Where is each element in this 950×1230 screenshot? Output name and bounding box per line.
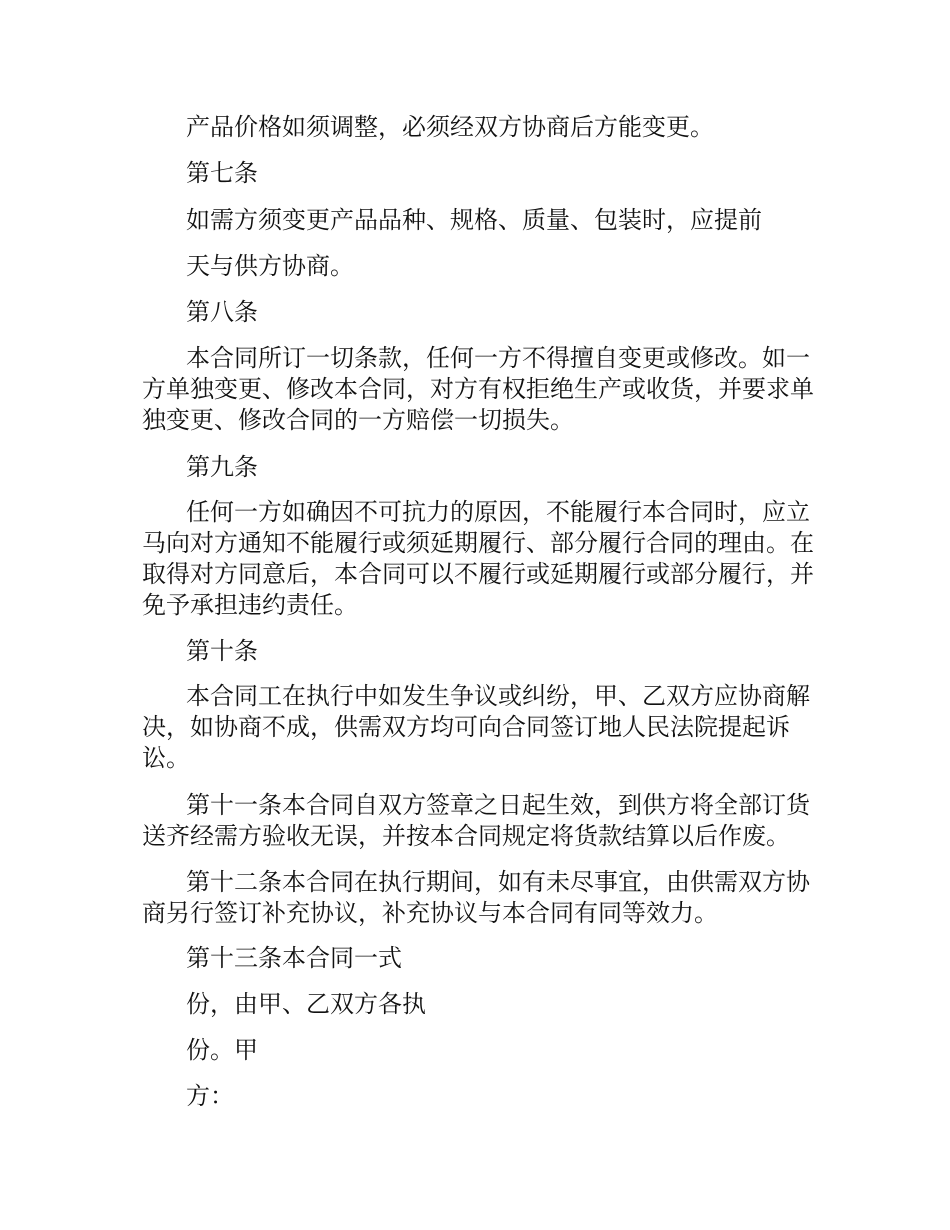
paragraph-article-13-line2: 份，由甲、乙双方各执 — [186, 990, 426, 1018]
article-10-heading: 第十条 — [186, 637, 258, 665]
paragraph-article-9: 任何一方如确因不可抗力的原因，不能履行本合同时，应立马向对方通知不能履行或须延期履行、部分履行合同的理由。在取得对方同意后，本合同可以不履行或延期履行或部分履行，并免予承担违约责任。 — [142, 498, 814, 619]
article-7-heading: 第七条 — [186, 159, 258, 187]
paragraph-article-7-line1: 如需方须变更产品品种、规格、质量、包装时，应提前 — [186, 206, 762, 234]
paragraph-article-8: 本合同所订一切条款，任何一方不得擅自变更或修改。如一方单独变更、修改本合同，对方有权拒绝生产或收货，并要求单独变更、修改合同的一方赔偿一切损失。 — [142, 344, 814, 434]
paragraph-price-adjustment: 产品价格如须调整，必须经双方协商后方能变更。 — [186, 113, 714, 141]
paragraph-article-11: 第十一条本合同自双方签章之日起生效，到供方将全部订货送齐经需方验收无误，并按本合同规定将货款结算以后作废。 — [142, 791, 810, 850]
article-8-heading: 第八条 — [186, 298, 258, 326]
party-a-label: 方： — [186, 1082, 234, 1110]
paragraph-article-12: 第十二条本合同在执行期间，如有未尽事宜，由供需双方协商另行签订补充协议，补充协议与本合同有同等效力。 — [142, 868, 810, 927]
paragraph-article-13-line1: 第十三条本合同一式 — [186, 944, 402, 972]
paragraph-article-10: 本合同工在执行中如发生争议或纠纷，甲、乙双方应协商解决，如协商不成，供需双方均可向合同签订地人民法院提起诉讼。 — [142, 682, 810, 772]
paragraph-article-7-line2: 天与供方协商。 — [186, 252, 354, 280]
article-9-heading: 第九条 — [186, 453, 258, 481]
paragraph-article-13-line3: 份。甲 — [186, 1036, 258, 1064]
